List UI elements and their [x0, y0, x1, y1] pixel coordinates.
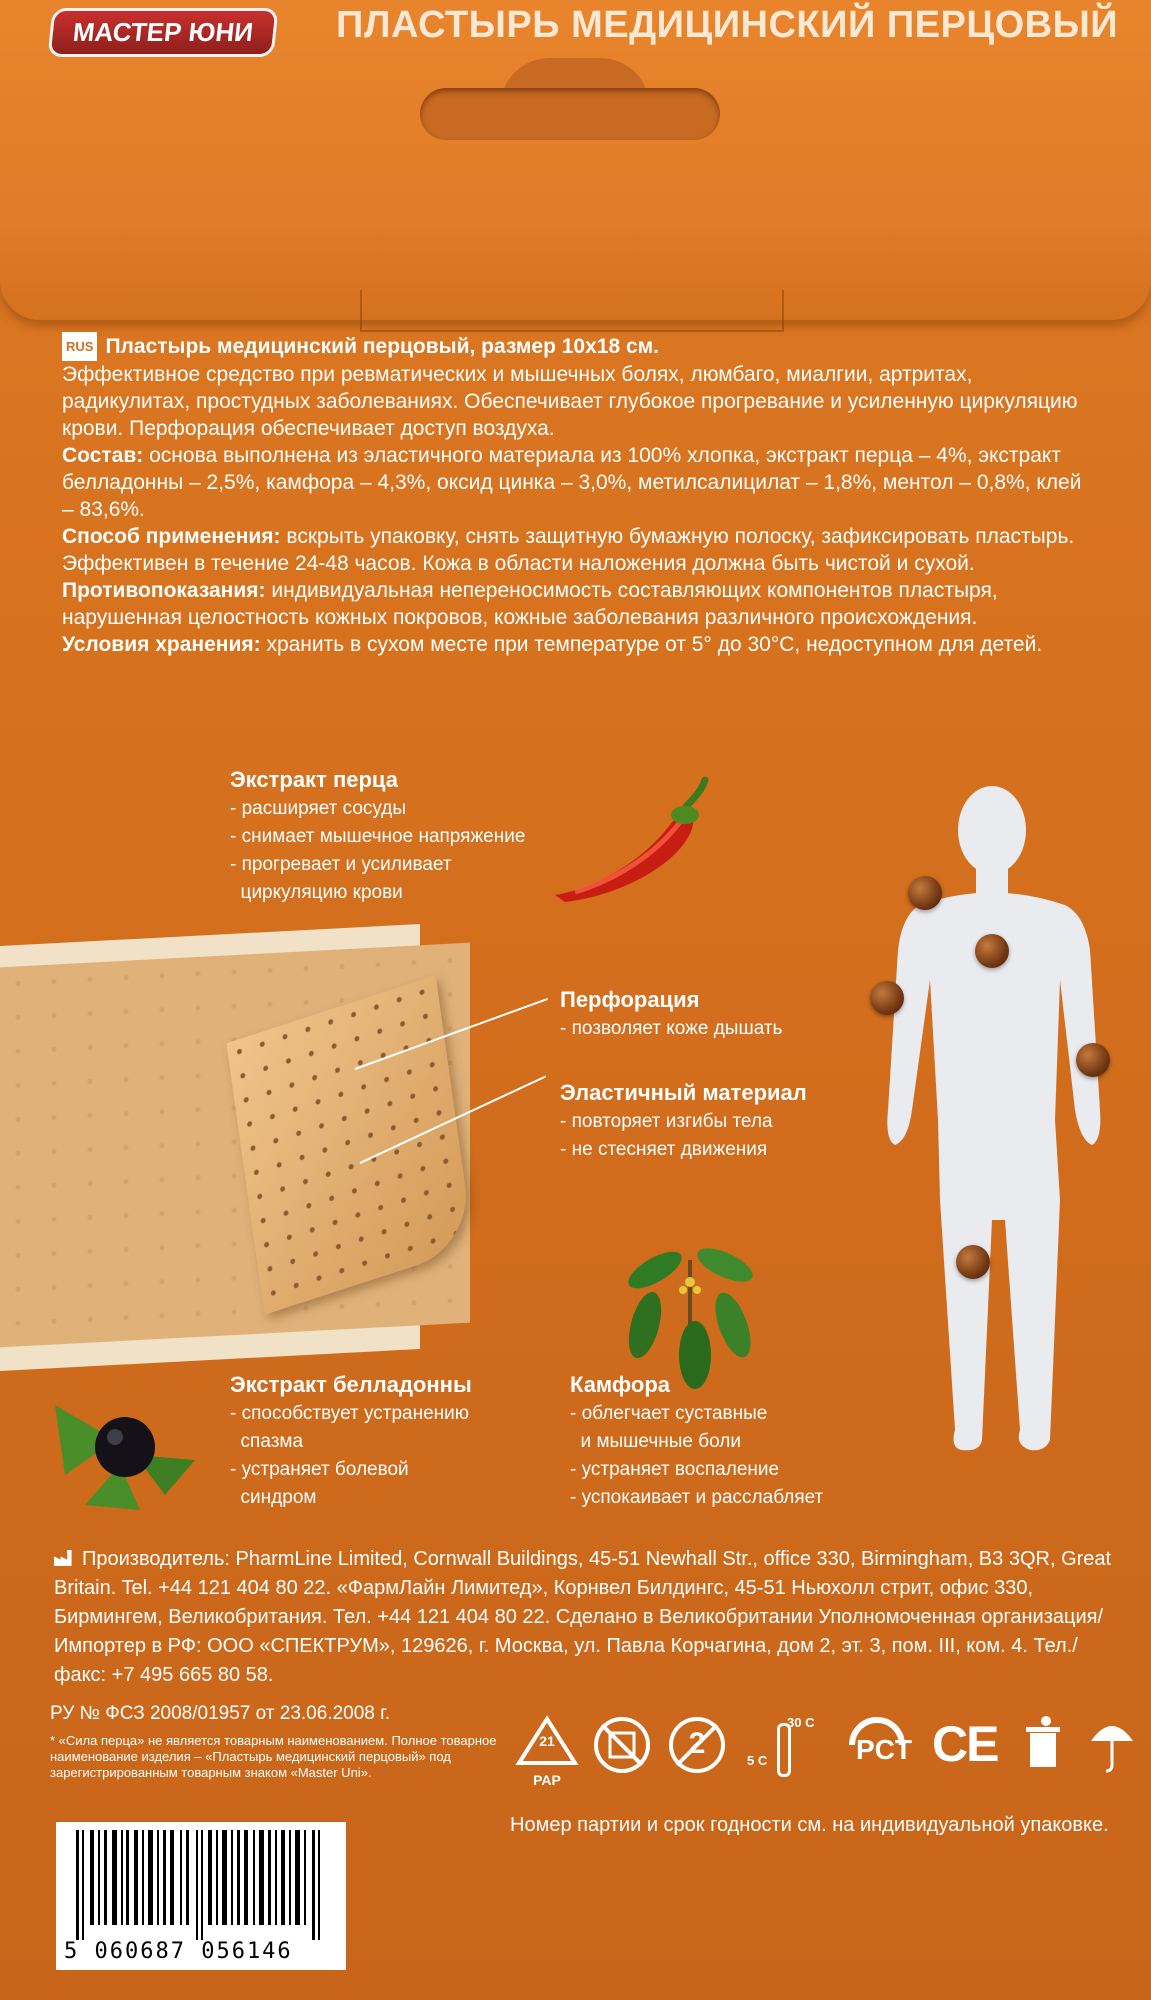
- not-for-disposal-icon: [592, 1715, 652, 1780]
- recycle-icon: [512, 1715, 582, 1788]
- batch-note: Номер партии и срок годности см. на индивидуальной упаковке.: [510, 1814, 1109, 1836]
- do-not-reuse-icon: [667, 1715, 727, 1775]
- feature-perforation-title: Перфорация: [560, 987, 700, 1012]
- do-not-reuse-number: 2: [688, 1727, 706, 1760]
- waste-bin-icon: [1022, 1715, 1066, 1780]
- hanger-hole: [420, 88, 720, 140]
- footnote: * «Сила перца» не является товарным наименованием. Полное товарное наименование изделия – «Пластырь медицинский перцовый» под зарегистрированным товарным знаком «Master Uni».: [50, 1733, 497, 1780]
- temp-high: 30 C: [787, 1715, 815, 1730]
- chili-pepper-icon: [545, 770, 715, 910]
- symbols-row: [512, 1715, 1142, 1795]
- human-body-silhouette: [870, 780, 1130, 1460]
- feature-pepper-item: - снимает мышечное напряжение: [230, 826, 526, 847]
- feature-camphor-item: и мышечные боли: [570, 1431, 741, 1452]
- feature-camphor-item: - успокаивает и расслабляет: [570, 1487, 824, 1508]
- info-intro: Эффективное средство при ревматических и мышечных болях, люмбаго, миалгии, артритах, радикулитах, простудных заболеваниях. Обеспечивает глубокое прогревание и усиленную циркуляцию крови. Перфорация обеспечивает доступ воздуха.: [62, 363, 1078, 440]
- info-heading-line: [62, 332, 1092, 361]
- contra-label: Противопоказания:: [62, 579, 266, 602]
- storage-text: хранить в сухом месте при температуре от 5° до 30°С, недоступном для детей.: [266, 633, 1043, 656]
- feature-belladonna: [230, 1370, 472, 1512]
- body-point-chest: [975, 934, 1009, 968]
- brand-logo: МАСТЕР ЮНИ: [47, 8, 278, 57]
- feature-camphor-item: - облегчает суставные: [570, 1403, 768, 1424]
- ce-mark-icon: CE: [932, 1716, 998, 1772]
- info-heading: Пластырь медицинский перцовый, размер 10х18 см.: [105, 335, 660, 358]
- composition-label: Состав:: [62, 444, 144, 467]
- feature-pepper: [230, 765, 525, 907]
- feature-pepper-title: Экстракт перца: [230, 767, 398, 792]
- usage-line: [62, 523, 1092, 577]
- feature-belladonna-item: - способствует устранению: [230, 1403, 470, 1424]
- contra-text: индивидуальная непереносимость составляющих компонентов пластыря, нарушенная целостность кожных покровов, кожные заболевания различного происхождения.: [62, 579, 998, 629]
- contra-line: [62, 577, 1092, 631]
- info-block: [62, 332, 1092, 658]
- storage-label: Условия хранения:: [62, 633, 261, 656]
- camphor-leaves-icon: [615, 1230, 765, 1390]
- feature-camphor-title: Камфора: [570, 1372, 670, 1397]
- body-point-shoulder: [908, 876, 942, 910]
- feature-belladonna-item: спазма: [230, 1431, 304, 1452]
- feature-pepper-item: - прогревает и усиливает: [230, 854, 452, 875]
- feature-perforation: [560, 985, 782, 1043]
- feature-pepper-item: циркуляцию крови: [230, 882, 403, 903]
- keep-dry-umbrella-icon: [1087, 1715, 1137, 1780]
- factory-icon: [54, 1550, 76, 1566]
- usage-text: вскрыть упаковку, снять защитную бумажную полоску, зафиксировать пластырь. Эффективен в течение 24-48 часов. Кожа в области наложения должна быть чистой и сухой.: [62, 525, 1075, 575]
- body-point-forearm: [1076, 1043, 1110, 1077]
- feature-camphor-item: - устраняет воспаление: [570, 1459, 780, 1480]
- feature-belladonna-item: - устраняет болевой: [230, 1459, 409, 1480]
- manufacturer-block: [54, 1545, 1114, 1690]
- temperature-limit-icon: [747, 1715, 837, 1785]
- storage-line: [62, 631, 1092, 658]
- feature-elastic: [560, 1078, 807, 1164]
- composition-line: [62, 442, 1092, 523]
- barcode: [56, 1822, 346, 1970]
- feature-camphor: [570, 1370, 823, 1512]
- recycle-label: PAP: [533, 1772, 561, 1788]
- recycle-number: 21: [539, 1733, 555, 1749]
- belladonna-berry-icon: [45, 1385, 205, 1515]
- tab-slot: [360, 290, 784, 332]
- feature-belladonna-item: синдром: [230, 1487, 317, 1508]
- feature-elastic-item: - повторяет изгибы тела: [560, 1111, 773, 1132]
- feature-elastic-item: - не стесняет движения: [560, 1139, 768, 1160]
- feature-pepper-item: - расширяет сосуды: [230, 798, 407, 819]
- temp-low: 5 C: [747, 1753, 768, 1768]
- svg-text:PCT: PCT: [856, 1734, 912, 1765]
- pct-certification-icon: [842, 1715, 912, 1780]
- usage-label: Способ применения:: [62, 525, 281, 548]
- feature-perforation-item: - позволяет коже дышать: [560, 1018, 783, 1039]
- rus-badge: RUS: [62, 332, 97, 361]
- feature-belladonna-title: Экстракт белладонны: [230, 1372, 472, 1397]
- body-point-elbow: [870, 981, 904, 1015]
- registration-number: РУ № ФСЗ 2008/01957 от 23.06.2008 г.: [50, 1703, 391, 1724]
- barcode-digits: 5 060687 056146: [64, 1939, 293, 1964]
- manufacturer-text: Производитель: PharmLine Limited, Cornwall Buildings, 45-51 Newhall Str., office 330, Birmingham, B3 3QR, Great Britain. Tel. +44 121 404 80 22. «ФармЛайн Лимитед», Корнвел Билдингс, 45-51 Ньюхолл стрит, офис 330, Бирмингем, Великобритания. Тел. +44 121 404 80 22. Сделано в Великобритании Уполномоченная организация/Импортер в РФ: ООО «СПЕКТРУМ», 129626, г. Москва, ул. Павла Корчагина, дом 2, эт. 3, пом. III, ком. 4. Тел./факс: +7 495 665 80 58.: [54, 1548, 1112, 1686]
- barcode-bars: [56, 1830, 346, 1940]
- body-point-knee: [956, 1245, 990, 1279]
- product-title: ПЛАСТЫРЬ МЕДИЦИНСКИЙ ПЕРЦОВЫЙ: [336, 4, 1119, 46]
- composition-text: основа выполнена из эластичного материала из 100% хлопка, экстракт перца – 4%, экстракт белладонны – 2,5%, камфора – 4,3%, оксид цинка – 3,0%, метилсалицилат – 1,8%, ментол – 0,8%, клей – 83,6%.: [62, 444, 1082, 521]
- feature-elastic-title: Эластичный материал: [560, 1080, 807, 1105]
